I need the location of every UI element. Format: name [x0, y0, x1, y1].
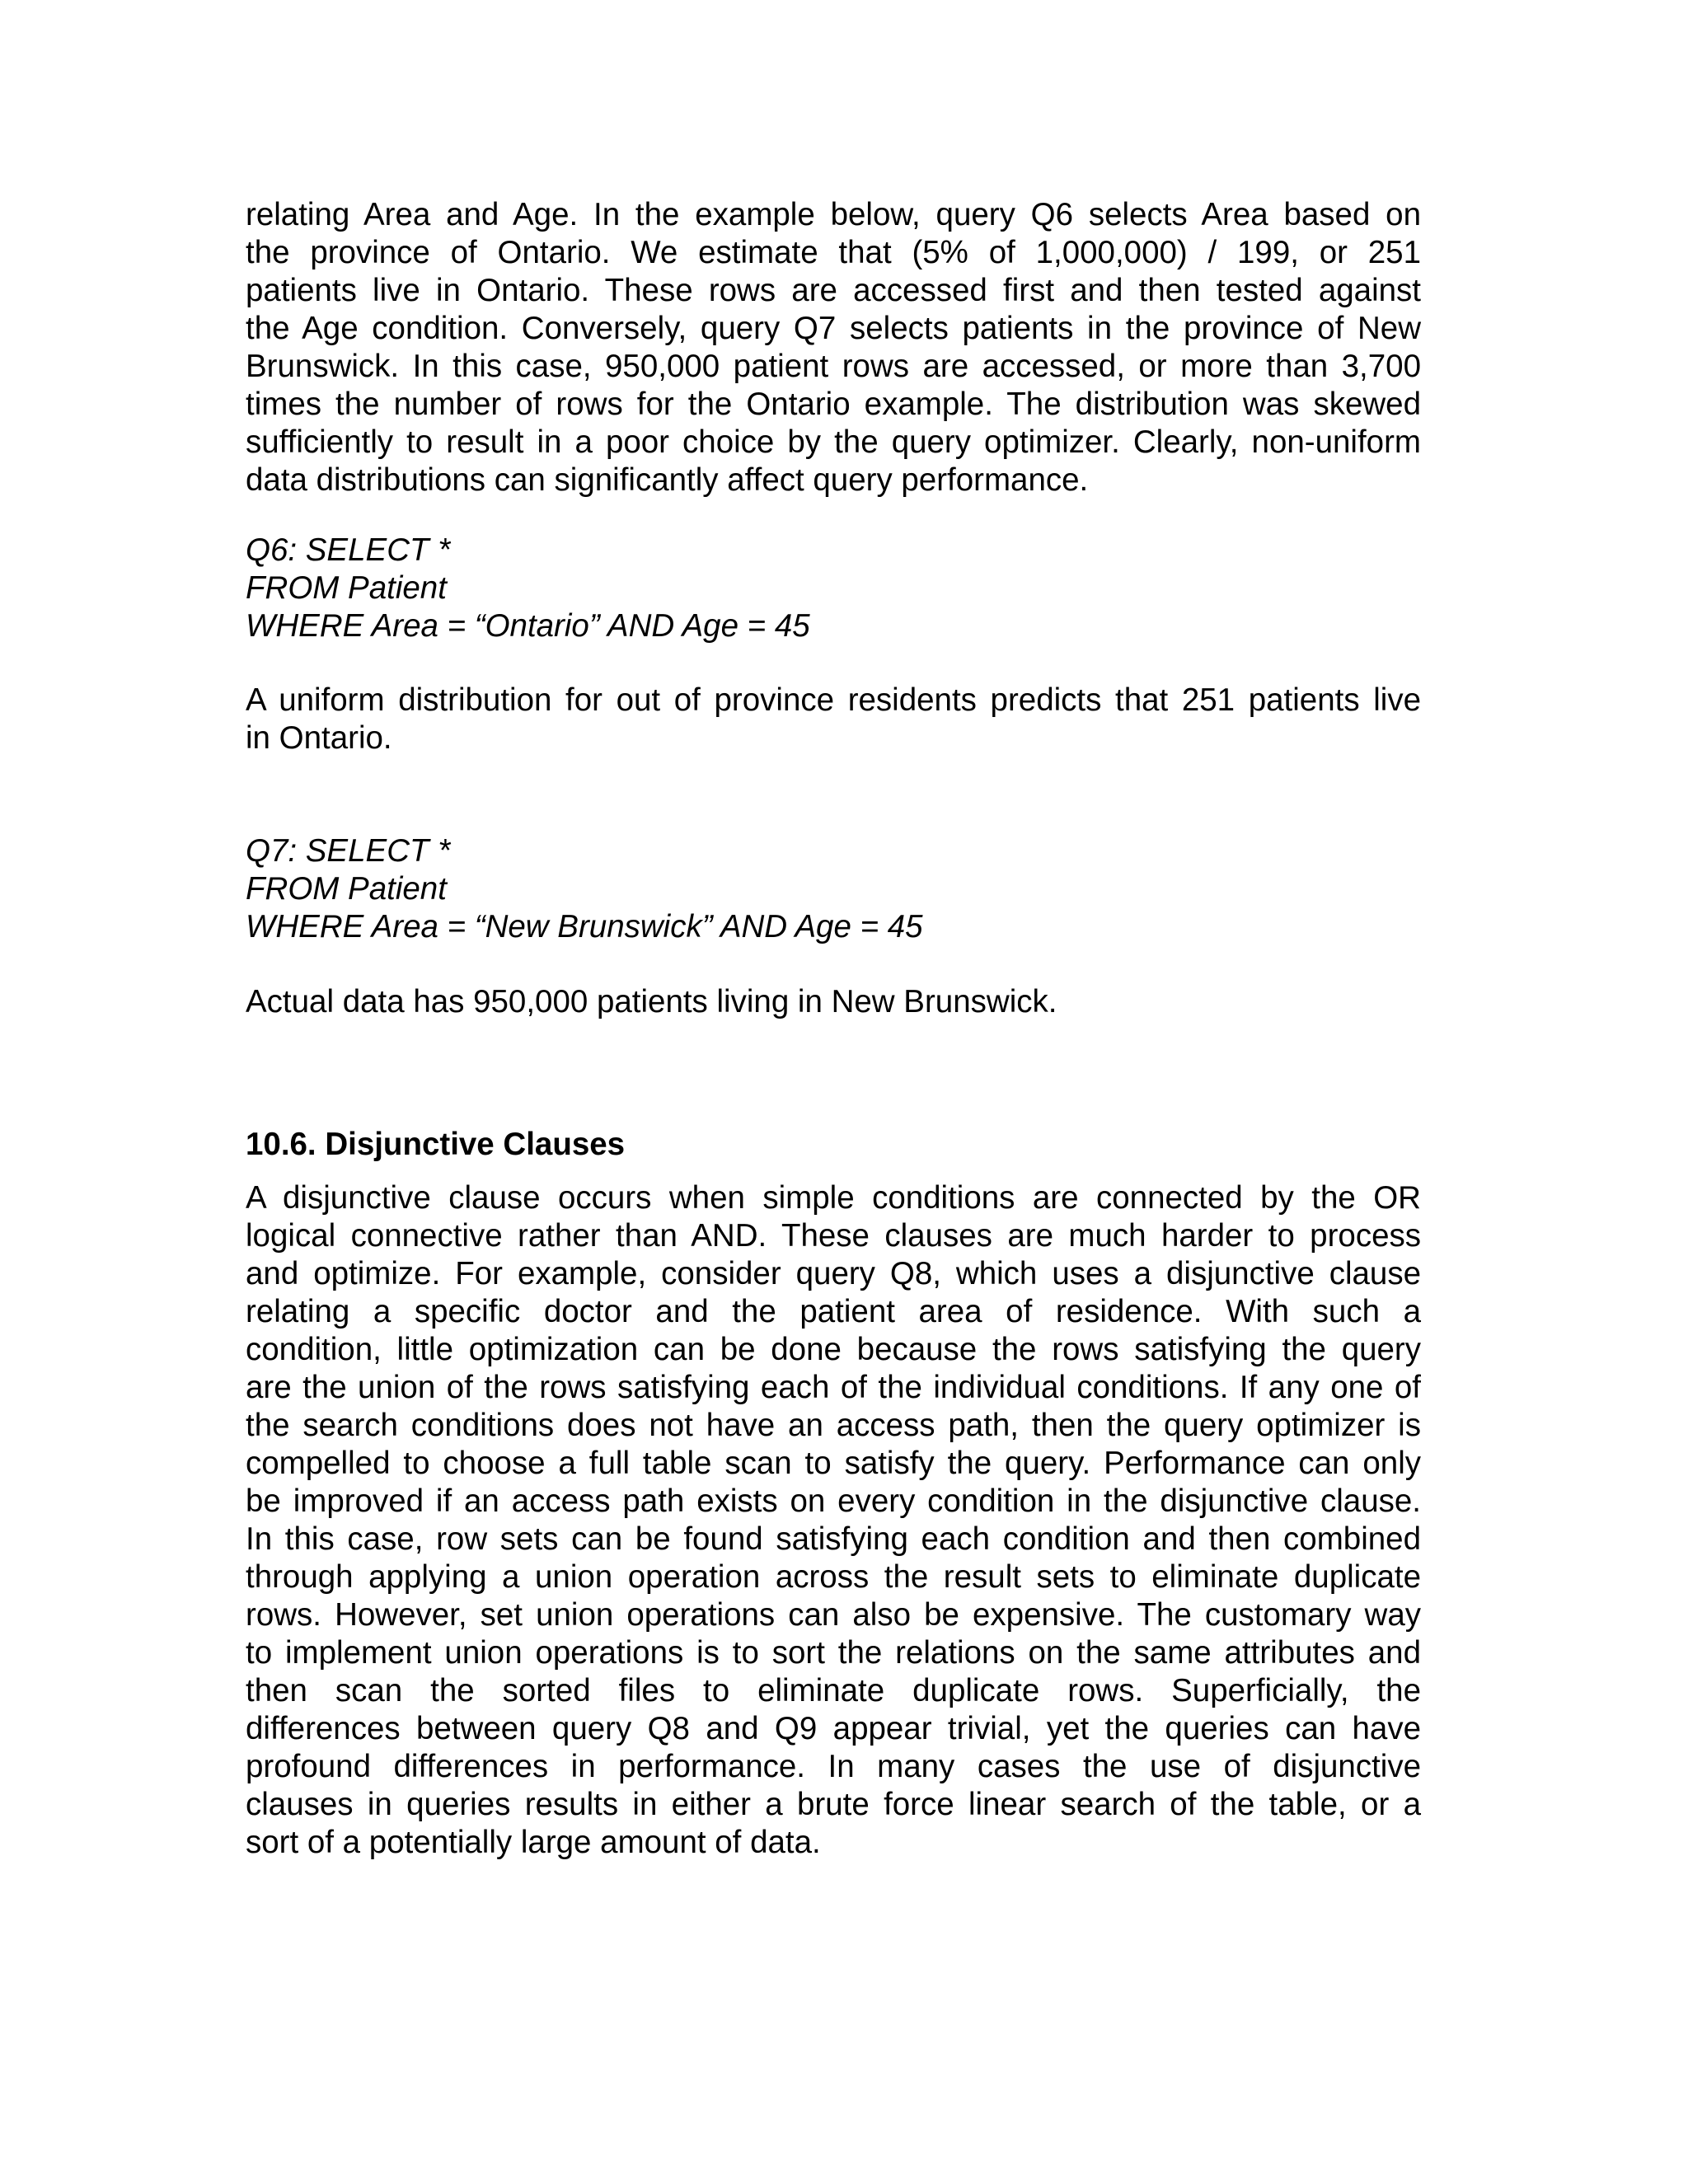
section-heading: 10.6. Disjunctive Clauses [246, 1127, 626, 1162]
note-line: Actual data has 950,000 patients living in New Brunswick. [246, 984, 1057, 1019]
section-line: are the union of the rows satisfying each of the individual conditions. If any one of [246, 1370, 1421, 1405]
section-line: be improved if an access path exists on every condition in the disjunctive clause. [246, 1483, 1421, 1519]
query-line: WHERE Area = “New Brunswick” AND Age = 45 [246, 909, 923, 944]
note-line: A uniform distribution for out of province residents predicts that 251 patients live [246, 682, 1421, 718]
section-line: condition, little optimization can be done because the rows satisfying the query [246, 1332, 1421, 1367]
section-line: and optimize. For example, consider query Q8, which uses a disjunctive clause [246, 1256, 1421, 1291]
intro-line: the province of Ontario. We estimate that (5% of 1,000,000) / 199, or 251 [246, 235, 1421, 270]
section-paragraph [246, 1179, 1421, 1862]
intro-line: the Age condition. Conversely, query Q7 selects patients in the province of New [246, 311, 1421, 346]
section-line: profound differences in performance. In many cases the use of disjunctive [246, 1749, 1421, 1784]
intro-line: sufficiently to result in a poor choice by the query optimizer. Clearly, non-uniform [246, 424, 1421, 460]
section-line: A disjunctive clause occurs when simple conditions are connected by the OR [246, 1180, 1421, 1216]
intro-line: patients live in Ontario. These rows are accessed first and then tested against [246, 273, 1421, 308]
query-line: WHERE Area = “Ontario” AND Age = 45 [246, 608, 810, 644]
query-q6 [246, 532, 810, 645]
intro-line: Brunswick. In this case, 950,000 patient rows are accessed, or more than 3,700 [246, 349, 1421, 384]
query-q7 [246, 832, 923, 946]
intro-line: data distributions can significantly affect query performance. [246, 462, 1089, 498]
intro-line: times the number of rows for the Ontario example. The distribution was skewed [246, 387, 1421, 422]
section-line: clauses in queries results in either a brute force linear search of the table, or a [246, 1787, 1421, 1822]
query-line: Q6: SELECT * [246, 532, 451, 568]
section-line: logical connective rather than AND. These clauses are much harder to process [246, 1218, 1421, 1254]
intro-paragraph [246, 196, 1421, 499]
query-line: FROM Patient [246, 570, 447, 606]
section-line: to implement union operations is to sort the relations on the same attributes and [246, 1635, 1421, 1671]
section-line: the search conditions does not have an access path, then the query optimizer is [246, 1408, 1421, 1443]
q7-note [246, 983, 1421, 1021]
section-line: In this case, row sets can be found satisfying each condition and then combined [246, 1521, 1421, 1557]
section-line: rows. However, set union operations can also be expensive. The customary way [246, 1597, 1421, 1633]
section-line: through applying a union operation across the result sets to eliminate duplicate [246, 1559, 1421, 1595]
section-line: compelled to choose a full table scan to satisfy the query. Performance can only [246, 1446, 1421, 1481]
section-line: differences between query Q8 and Q9 appear trivial, yet the queries can have [246, 1711, 1421, 1746]
query-line: Q7: SELECT * [246, 833, 451, 869]
intro-line: relating Area and Age. In the example below, query Q6 selects Area based on [246, 197, 1421, 232]
query-line: FROM Patient [246, 871, 447, 907]
section-line: relating a specific doctor and the patient area of residence. With such a [246, 1294, 1421, 1329]
section-line: sort of a potentially large amount of data. [246, 1825, 821, 1860]
section-line: then scan the sorted files to eliminate duplicate rows. Superficially, the [246, 1673, 1421, 1708]
note-line: in Ontario. [246, 720, 392, 756]
q6-note [246, 682, 1421, 757]
